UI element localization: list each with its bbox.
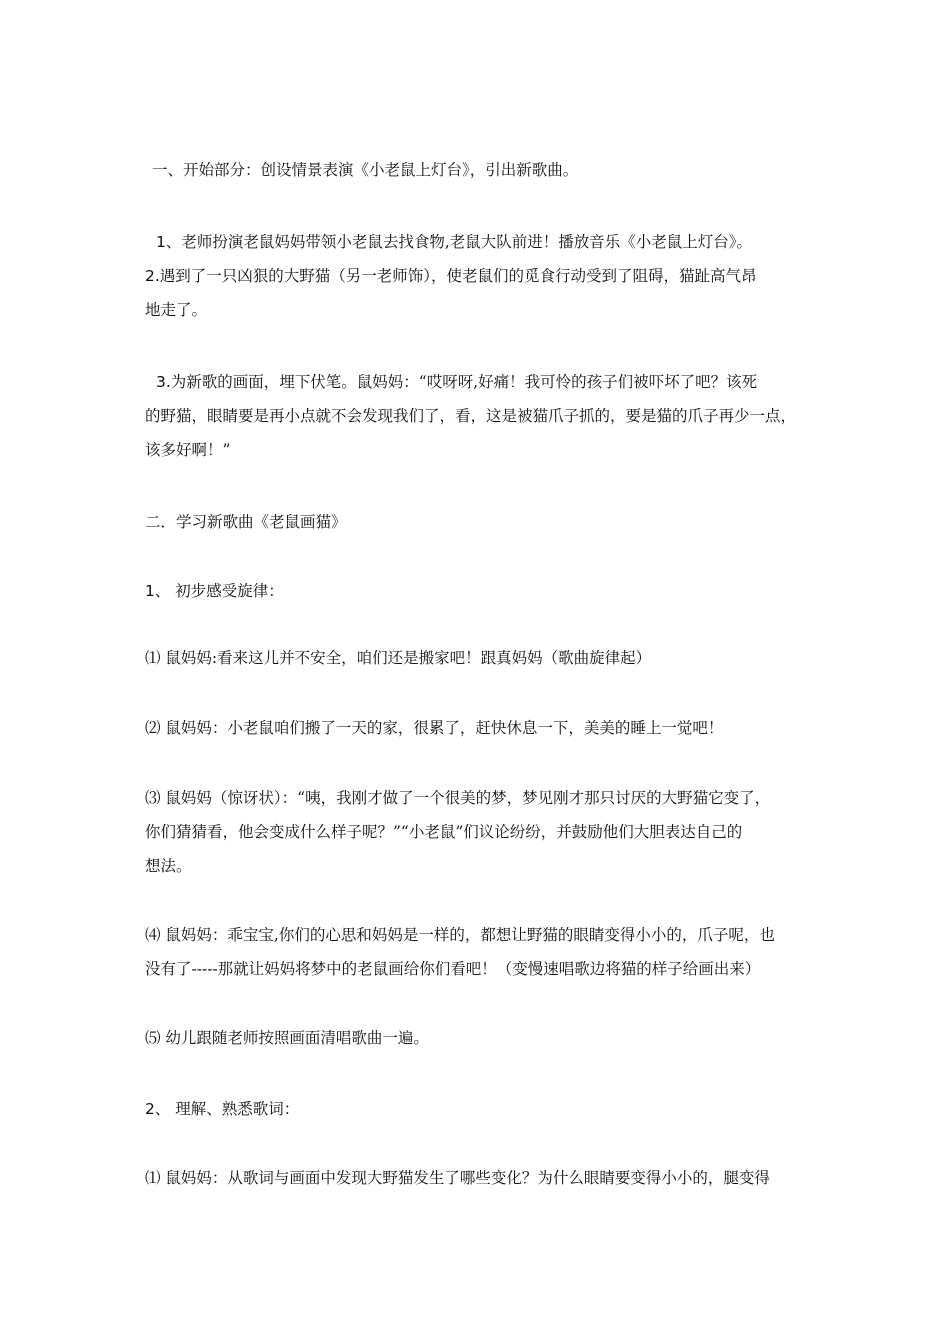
item3-line-1 xyxy=(156,365,824,399)
item2-text-1: .遇到了一只凶狠的大野猫（另一老师饰），使老鼠们的觅食行动受到了阻碍，猫趾高气昂 xyxy=(154,267,757,285)
item3-text-1: .为新歌的画面，埋下伏笔。鼠妈妈：“哎呀呀,好痛！我可怜的孩子们被吓坏了吧？该死 xyxy=(165,373,758,391)
item1-number: 1 xyxy=(156,233,166,251)
step3-line-1: ⑶ 鼠妈妈（惊讶状）：“咦，我刚才做了一个很美的梦，梦见刚才那只讨厌的大野猫它变了， xyxy=(145,789,771,807)
step2-paragraph xyxy=(145,711,813,745)
item1-line xyxy=(156,225,824,259)
item3-line-2: 的野猫，眼睛要是再小点就不会发现我们了，看，这是被猫爪子抓的，要是猫的爪子再少一点， xyxy=(145,407,797,425)
sub1-number: 1 xyxy=(145,582,155,600)
step3-line-3: 想法。 xyxy=(145,857,192,875)
item3-line-3: 该多好啊！” xyxy=(145,441,231,459)
step1-text: ⑴ 鼠妈妈:看来这儿并不安全，咱们还是搬家吧！跟真妈妈（歌曲旋律起） xyxy=(145,649,652,667)
item2-line-1 xyxy=(145,259,813,293)
step6-text: ⑴ 鼠妈妈：从歌词与画面中发现大野猫发生了哪些变化？为什么眼睛要变得小小的，腿变得 xyxy=(145,1169,770,1187)
item3-number: 3 xyxy=(156,373,166,391)
step4-line-1: ⑷ 鼠妈妈：乖宝宝,你们的心思和妈妈是一样的，都想让野猫的眼睛变得小小的，爪子呢，也 xyxy=(145,926,775,944)
item2-paragraph xyxy=(145,259,813,327)
item1-paragraph xyxy=(156,225,824,259)
step5-paragraph xyxy=(145,1021,813,1055)
section1-heading-text: 一、开始部分：创设情景表演《小老鼠上灯台》，引出新歌曲。 xyxy=(152,161,579,179)
step6-paragraph xyxy=(145,1161,813,1195)
sub2-heading xyxy=(145,1092,813,1126)
item2-line-2: 地走了。 xyxy=(145,301,208,319)
sub1-heading xyxy=(145,574,813,608)
step5-text: ⑸ 幼儿跟随老师按照画面清唱歌曲一遍。 xyxy=(145,1029,429,1047)
step1-paragraph xyxy=(145,641,813,675)
item3-paragraph-continued xyxy=(145,399,813,467)
item1-text: 、老师扮演老鼠妈妈带领小老鼠去找食物,老鼠大队前进！播放音乐《小老鼠上灯台》。 xyxy=(165,233,753,251)
step4-paragraph xyxy=(145,918,813,986)
sub2-text: 、 理解、熟悉歌词： xyxy=(154,1100,300,1118)
step4-line-2: 没有了-----那就让妈妈将梦中的老鼠画给你们看吧！（变慢速唱歌边将猫的样子给画出来） xyxy=(145,960,761,978)
step3-line-2: 你们猜猜看，他会变成什么样子呢？”“小老鼠”们议论纷纷，并鼓励他们大胆表达自己的 xyxy=(145,823,743,841)
sub1-text: 、 初步感受旋律： xyxy=(154,582,284,600)
section1-heading xyxy=(152,153,820,187)
section2-heading xyxy=(145,505,813,539)
item3-paragraph xyxy=(156,365,824,399)
step2-text: ⑵ 鼠妈妈：小老鼠咱们搬了一天的家，很累了，赶快休息一下，美美的睡上一觉吧！ xyxy=(145,719,724,737)
sub2-number: 2 xyxy=(145,1100,155,1118)
item2-number: 2 xyxy=(145,267,155,285)
step3-paragraph xyxy=(145,781,813,883)
section2-heading-text: 二．学习新歌曲《老鼠画猫》 xyxy=(145,513,347,531)
sub2-line xyxy=(145,1092,813,1126)
sub1-line xyxy=(145,574,813,608)
